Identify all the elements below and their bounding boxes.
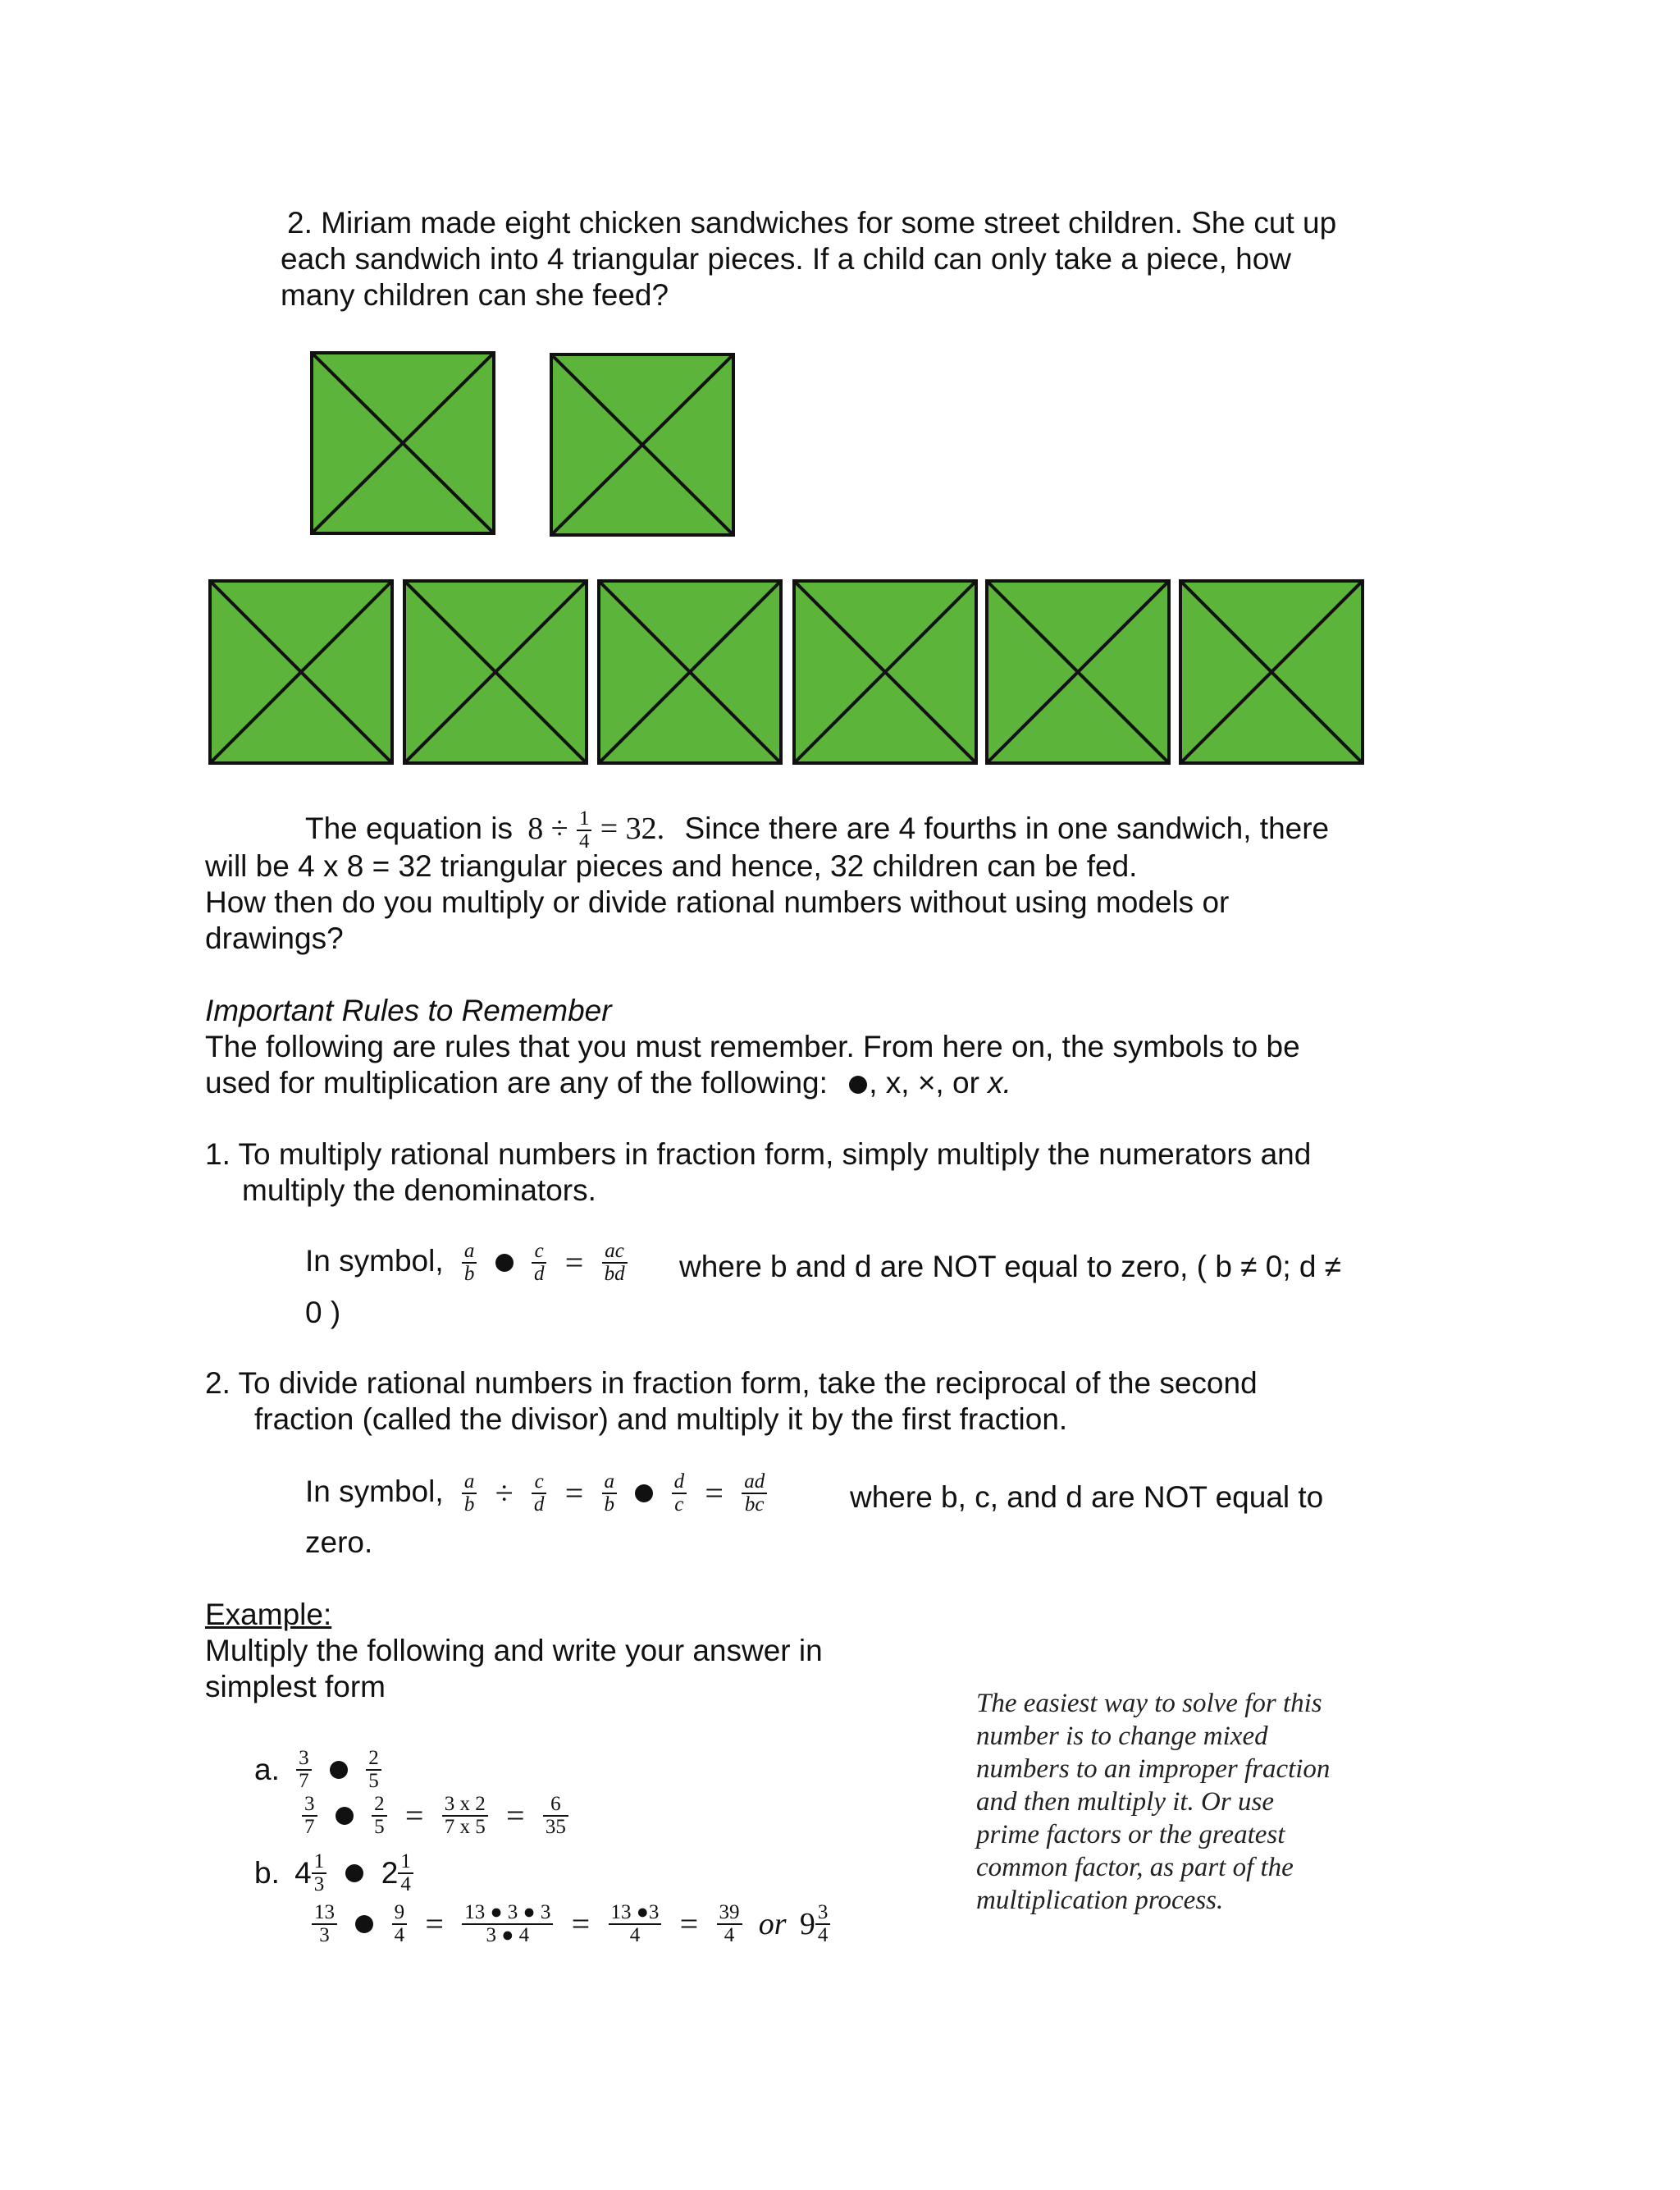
example-b-solution: $\frac{13}{3}$ $\frac{9}{4}$ = $\frac{13 ● 3 ● 3}{3 ● 4}$ = $\frac{13 ●3}{4}$ = $\frac{39}{4}$ or 9 $\frac{3}{4}$ bbox=[312, 1902, 830, 1946]
rule-1-formula: In symbol, $\frac{a}{b}$ $\frac{c}{d}$ = $\frac{ac}{bd}$ bbox=[305, 1241, 628, 1285]
example-heading: Example: bbox=[205, 1598, 332, 1631]
sandwich-square-4 bbox=[403, 579, 588, 765]
sandwich-square-8 bbox=[1179, 579, 1364, 765]
equation-line-4: drawings? bbox=[205, 921, 344, 955]
rule-2-formula: In symbol, $\frac{a}{b}$ ÷ $\frac{c}{d}$ = $\frac{a}{b}$ $\frac{d}{c}$ = $\frac{ad}{bc}$ bbox=[305, 1471, 767, 1516]
problem-line-2: each sandwich into 4 triangular pieces. If a child can only take a piece, how bbox=[281, 242, 1292, 276]
rule-1-line-2: multiply the denominators. bbox=[242, 1173, 596, 1207]
problem-line-3: many children can she feed? bbox=[281, 278, 669, 312]
sandwich-square-2 bbox=[550, 353, 735, 537]
side-note: The easiest way to solve for this number is to change mixed numbers to an improper fraction and then multiply it. Or use prime factors or the greatest common factor, as part of the multiplication process. bbox=[976, 1689, 1331, 1915]
rules-heading: Important Rules to Remember bbox=[205, 994, 612, 1027]
rule-2-line-2: fraction (called the divisor) and multiply it by the first fraction. bbox=[254, 1402, 1068, 1436]
sandwich-square-7 bbox=[985, 579, 1171, 765]
rule-1-line-1: 1. To multiply rational numbers in fraction form, simply multiply the numerators and bbox=[205, 1137, 1312, 1171]
rule-2-condition: where b, c, and d are NOT equal to bbox=[850, 1480, 1324, 1514]
example-line-2: simplest form bbox=[205, 1670, 386, 1703]
sandwich-square-3 bbox=[208, 579, 394, 765]
multiplication-dot-symbol bbox=[849, 1076, 867, 1094]
rule-2-line-1: 2. To divide rational numbers in fraction form, take the reciprocal of the second bbox=[205, 1366, 1258, 1400]
equation-left: 8 ÷ bbox=[527, 811, 568, 846]
equation-fraction: $\frac{1}{4}$ bbox=[577, 808, 592, 853]
rule-1-condition: where b and d are NOT equal to zero, ( b ≠ 0; d ≠ bbox=[679, 1250, 1342, 1283]
rules-intro-1: The following are rules that you must remember. From here on, the symbols to be bbox=[205, 1030, 1300, 1063]
rules-intro-2: used for multiplication are any of the following: , x, ×, or x. bbox=[205, 1066, 1011, 1100]
sandwich-square-1 bbox=[310, 351, 495, 535]
example-line-1: Multiply the following and write your answer in bbox=[205, 1634, 823, 1667]
sandwich-square-6 bbox=[792, 579, 978, 765]
rule-2-condition-2: zero. bbox=[305, 1525, 373, 1559]
problem-line-1: 2. Miriam made eight chicken sandwiches for some street children. She cut up bbox=[287, 206, 1337, 240]
equation-right: = 32. bbox=[600, 811, 665, 846]
example-a-solution: $\frac{3}{7}$ $\frac{2}{5}$ = $\frac{3 x 2}{7 x 5}$ = $\frac{6}{35}$ bbox=[302, 1794, 568, 1838]
example-b-problem: b. 4 $\frac{1}{3}$ 2 $\frac{1}{4}$ bbox=[254, 1851, 413, 1895]
equation-line-2: will be 4 x 8 = 32 triangular pieces and hence, 32 children can be fed. bbox=[205, 849, 1138, 883]
rule-1-condition-2: 0 ) bbox=[305, 1296, 341, 1329]
equation-line-3: How then do you multiply or divide rational numbers without using models or bbox=[205, 885, 1230, 919]
sandwich-square-5 bbox=[597, 579, 783, 765]
example-a-problem: a. $\frac{3}{7}$ $\frac{2}{5}$ bbox=[254, 1748, 381, 1792]
equation-line-1: The equation is 8 ÷ $\frac{1}{4}$ = 32. Since there are 4 fourths in one sandwich, there bbox=[305, 807, 1330, 853]
